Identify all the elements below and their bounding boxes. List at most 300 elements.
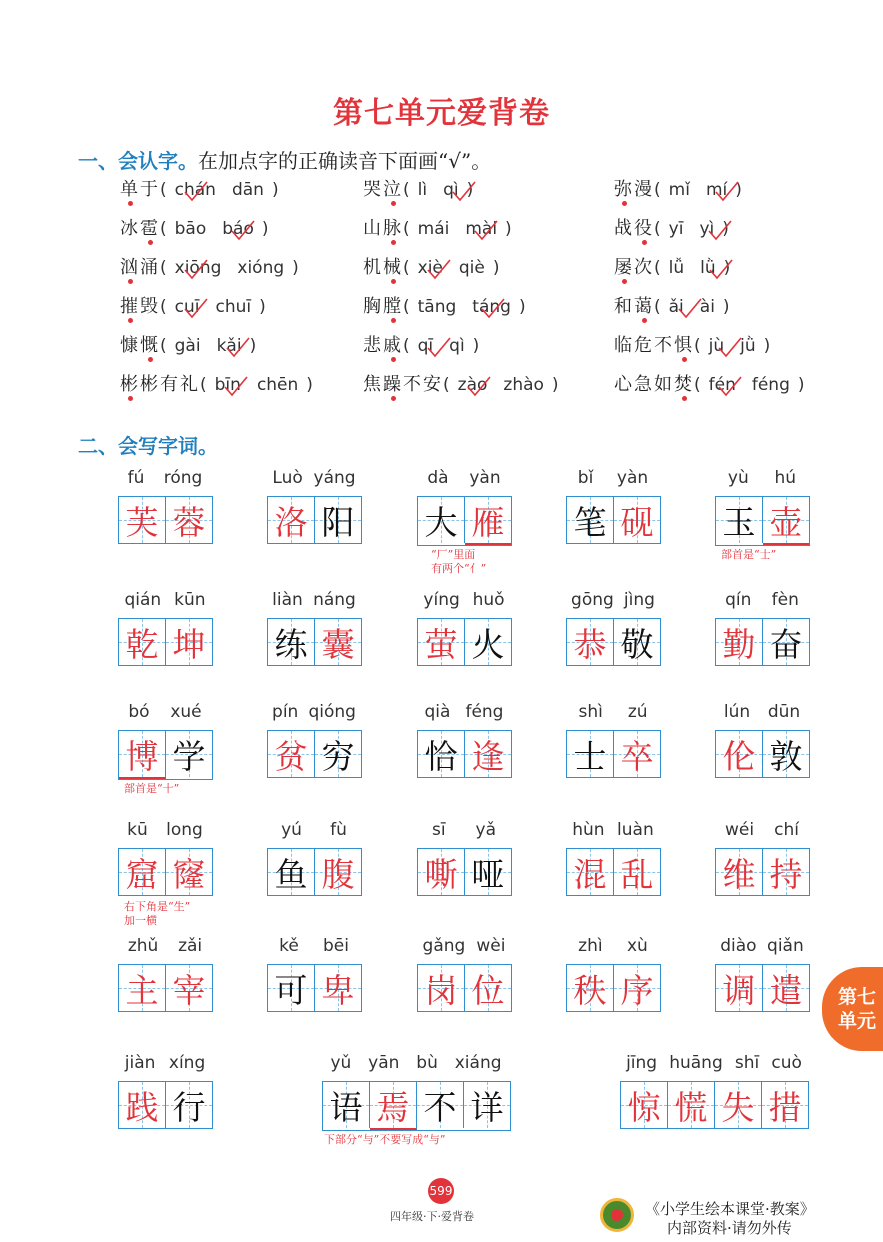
word-character: 慷 xyxy=(120,335,140,356)
pinyin-syllable: fèn xyxy=(771,590,799,610)
character-box-row xyxy=(566,730,661,778)
character-box-row xyxy=(417,730,512,778)
highlighted-character: 腹 xyxy=(321,854,355,894)
pinyin-line xyxy=(715,702,809,726)
pinyin-line xyxy=(417,936,511,960)
pinyin-option: mài xyxy=(465,219,497,239)
character-cell xyxy=(268,497,315,543)
check-mark-icon xyxy=(466,375,492,397)
character-cell xyxy=(418,731,465,777)
reading-options xyxy=(403,180,473,200)
reading-item xyxy=(120,370,313,396)
character-cell xyxy=(119,849,166,895)
highlighted-character: 乾 xyxy=(125,624,159,664)
highlighted-character: 失 xyxy=(721,1087,755,1127)
pinyin-line xyxy=(118,702,212,726)
highlighted-character: 秩 xyxy=(573,970,607,1010)
pinyin-syllable: xiáng xyxy=(454,1053,502,1073)
writing-hint-note xyxy=(124,782,179,796)
check-mark-icon xyxy=(426,336,452,358)
reading-options xyxy=(200,375,313,395)
paren-close: ) xyxy=(518,297,526,317)
pinyin-syllable: qiǎn xyxy=(767,936,804,956)
character-cell xyxy=(166,1082,212,1128)
pinyin-line xyxy=(566,820,660,844)
pinyin-syllable: fù xyxy=(330,820,347,840)
check-mark-icon xyxy=(677,297,703,319)
pinyin-syllable: yǔ xyxy=(330,1053,352,1073)
grade-label: 四年级·下·爱背卷 xyxy=(390,1210,474,1223)
highlighted-character: 措 xyxy=(768,1087,802,1127)
character: 行 xyxy=(172,1087,206,1127)
pinyin-syllable: bó xyxy=(128,702,150,722)
character-cell xyxy=(268,965,315,1011)
reading-item xyxy=(120,214,269,240)
highlighted-character: 岗 xyxy=(424,970,458,1010)
character: 语 xyxy=(329,1087,363,1127)
reading-item xyxy=(363,370,559,396)
reading-item xyxy=(614,331,770,357)
reading-item xyxy=(363,253,500,279)
pinyin-option: bāo xyxy=(174,219,207,239)
reading-word xyxy=(120,335,160,356)
page-number: 599 xyxy=(428,1178,454,1204)
word-character: 急 xyxy=(634,374,654,395)
reading-word xyxy=(363,374,443,395)
page-title: 第七单元爱背卷 xyxy=(333,96,550,131)
paren-close: ) xyxy=(271,180,279,200)
highlighted-character: 蓉 xyxy=(172,502,206,542)
word-character: 毁 xyxy=(140,296,160,317)
reading-word xyxy=(120,218,160,239)
paren-open: ( xyxy=(160,219,167,239)
character-box-row xyxy=(322,1081,511,1131)
pinyin-option: dān xyxy=(231,180,264,200)
character: 笔 xyxy=(573,502,607,542)
pinyin-line xyxy=(417,702,511,726)
highlighted-character: 焉 xyxy=(376,1087,410,1127)
check-mark-icon xyxy=(183,258,209,280)
pinyin-line xyxy=(267,820,361,844)
word-character: 不 xyxy=(654,335,674,356)
paren-open: ( xyxy=(403,297,410,317)
pinyin-syllable: shī xyxy=(734,1053,760,1073)
pinyin-option: chēn xyxy=(256,375,299,395)
pinyin-syllable: zhì xyxy=(578,936,603,956)
paren-open: ( xyxy=(160,180,167,200)
character-cell xyxy=(614,849,660,895)
pinyin-line xyxy=(620,1053,808,1077)
pinyin-syllable: jiàn xyxy=(124,1053,156,1073)
highlighted-character: 惊 xyxy=(627,1087,661,1127)
character-box-row xyxy=(118,730,213,780)
reading-word xyxy=(614,296,654,317)
reading-options xyxy=(654,258,730,278)
dotted-character: 慨 xyxy=(140,335,160,356)
paren-close: ) xyxy=(722,219,729,239)
pinyin-line xyxy=(566,702,660,726)
highlighted-character: 坤 xyxy=(172,624,206,664)
pinyin-line xyxy=(267,702,361,726)
pinyin-syllable: qióng xyxy=(308,702,356,722)
character-cell xyxy=(464,1082,510,1128)
reading-word xyxy=(614,218,654,239)
pinyin-line xyxy=(267,468,361,492)
pinyin-syllable: yān xyxy=(368,1053,400,1073)
pinyin-line xyxy=(566,590,660,614)
reading-word xyxy=(120,179,160,200)
reading-item xyxy=(363,292,526,318)
pinyin-syllable: fú xyxy=(127,468,145,488)
reading-item xyxy=(614,370,805,396)
check-mark-icon xyxy=(230,219,256,241)
reading-word xyxy=(363,296,403,317)
pinyin-syllable: zú xyxy=(627,702,648,722)
paren-close: ) xyxy=(797,375,805,395)
character-cell xyxy=(418,849,465,895)
character-box-row xyxy=(566,848,661,896)
pinyin-line xyxy=(118,468,212,492)
character: 玉 xyxy=(722,502,756,542)
dotted-character: 摧 xyxy=(120,296,140,317)
highlighted-character: 乱 xyxy=(620,854,654,894)
paren-close: ) xyxy=(735,180,742,200)
pinyin-option: ài xyxy=(699,297,715,317)
character-cell xyxy=(315,965,361,1011)
character-box-row xyxy=(620,1081,809,1129)
section-2-heading xyxy=(78,430,218,459)
hint-line: 加一横 xyxy=(124,914,157,927)
character-cell xyxy=(614,497,660,543)
paren-open: ( xyxy=(654,258,661,278)
pinyin-line xyxy=(715,468,809,492)
character: 恰 xyxy=(424,736,458,776)
publisher-logo-icon xyxy=(600,1198,634,1232)
check-mark-icon xyxy=(480,297,506,319)
dotted-character: 役 xyxy=(634,218,654,239)
pinyin-syllable: long xyxy=(166,820,203,840)
word-character: 次 xyxy=(634,257,654,278)
dotted-character: 膛 xyxy=(383,296,403,317)
pinyin-syllable: yáng xyxy=(313,468,356,488)
pinyin-option: yì xyxy=(699,219,714,239)
word-character: 冰 xyxy=(120,218,140,239)
character-cell xyxy=(119,497,166,543)
highlighted-character: 慌 xyxy=(674,1087,708,1127)
character: 敦 xyxy=(769,736,803,776)
pinyin-option: cuī xyxy=(175,297,200,317)
paren-close: ) xyxy=(292,258,299,278)
pinyin-option: mái xyxy=(417,219,450,239)
dotted-character: 彬 xyxy=(120,374,140,395)
reading-options xyxy=(443,375,559,395)
pinyin-syllable: kě xyxy=(279,936,299,956)
word-character: 和 xyxy=(614,296,634,317)
paren-open: ( xyxy=(654,219,661,239)
character-cell xyxy=(762,1082,808,1128)
pinyin-syllable: gǎng xyxy=(422,936,466,956)
highlighted-character: 勤 xyxy=(722,624,756,664)
writing-hint-note xyxy=(721,548,776,562)
character: 士 xyxy=(573,736,607,776)
dotted-character: 弥 xyxy=(614,179,634,200)
pinyin-line xyxy=(267,590,361,614)
reading-item xyxy=(614,253,730,279)
pinyin-option: féng xyxy=(751,375,790,395)
reading-item xyxy=(614,175,742,201)
pinyin-syllable: cuò xyxy=(771,1053,802,1073)
pinyin-line xyxy=(417,468,511,492)
reading-item xyxy=(363,175,473,201)
pinyin-syllable: yíng xyxy=(423,590,460,610)
character-box-row xyxy=(267,618,362,666)
dotted-character: 雹 xyxy=(140,218,160,239)
pinyin-syllable: sī xyxy=(431,820,446,840)
character-cell xyxy=(716,849,763,895)
character-cell xyxy=(716,731,763,777)
character-cell xyxy=(567,965,614,1011)
section-2-number: 二、 xyxy=(78,434,118,458)
reading-word xyxy=(363,179,403,200)
pinyin-option: báo xyxy=(222,219,254,239)
paren-close: ) xyxy=(505,219,512,239)
character-cell xyxy=(119,1082,166,1128)
highlighted-character: 囊 xyxy=(321,624,355,664)
pinyin-syllable: yú xyxy=(281,820,302,840)
pinyin-option: zào xyxy=(458,375,488,395)
character-cell xyxy=(166,731,212,777)
pinyin-syllable: yàn xyxy=(616,468,649,488)
character-cell xyxy=(418,497,465,543)
reading-word xyxy=(120,374,200,395)
character-cell xyxy=(567,849,614,895)
paren-close: ) xyxy=(466,180,474,200)
reading-word xyxy=(614,335,694,356)
pinyin-option: xiè xyxy=(418,258,443,278)
paren-open: ( xyxy=(403,219,410,239)
word-character: 山 xyxy=(363,218,383,239)
hint-line: 右下角是“生” xyxy=(124,900,191,913)
reading-item xyxy=(614,292,730,318)
reading-item xyxy=(614,214,729,240)
highlighted-character: 窿 xyxy=(172,854,206,894)
reading-options xyxy=(160,336,256,356)
character-cell xyxy=(716,619,763,665)
paren-open: ( xyxy=(443,375,450,395)
paren-open: ( xyxy=(200,375,207,395)
pinyin-option: jù xyxy=(709,336,725,356)
paren-open: ( xyxy=(403,180,410,200)
highlighted-character: 嘶 xyxy=(424,854,458,894)
highlighted-character: 卑 xyxy=(321,970,355,1010)
word-character: 胸 xyxy=(363,296,383,317)
highlighted-character: 调 xyxy=(722,970,756,1010)
pinyin-option: qì xyxy=(449,336,465,356)
pinyin-line xyxy=(566,468,660,492)
reading-options xyxy=(694,375,805,395)
character-cell xyxy=(715,1082,762,1128)
word-character: 悲 xyxy=(363,335,383,356)
paren-open: ( xyxy=(403,258,410,278)
pinyin-option: bīn xyxy=(215,375,241,395)
pinyin-syllable: róng xyxy=(163,468,203,488)
pinyin-syllable: hùn xyxy=(572,820,605,840)
pinyin-option: ǎi xyxy=(669,297,684,317)
character: 学 xyxy=(172,736,206,776)
character-cell xyxy=(465,619,511,665)
character-cell xyxy=(763,619,809,665)
character-cell xyxy=(418,965,465,1011)
pinyin-syllable: zǎi xyxy=(178,936,203,956)
check-mark-icon xyxy=(473,219,499,241)
paren-close: ) xyxy=(261,219,269,239)
paren-open: ( xyxy=(654,180,661,200)
pinyin-syllable: kū xyxy=(127,820,148,840)
unit-tab-line1: 第七 xyxy=(837,986,876,1008)
reading-options xyxy=(654,180,742,200)
pinyin-syllable: wèi xyxy=(476,936,506,956)
paren-close: ) xyxy=(722,297,730,317)
highlighted-character: 芙 xyxy=(125,502,159,542)
pinyin-line xyxy=(322,1053,510,1077)
reading-options xyxy=(654,297,730,317)
character-cell xyxy=(119,619,166,665)
reading-word xyxy=(363,257,403,278)
dotted-character: 泣 xyxy=(383,179,403,200)
pinyin-line xyxy=(715,590,809,614)
character-cell xyxy=(763,965,809,1011)
pinyin-line xyxy=(566,936,660,960)
check-mark-icon xyxy=(451,180,477,202)
check-mark-icon xyxy=(707,219,733,241)
pinyin-syllable: náng xyxy=(313,590,356,610)
highlighted-character: 萤 xyxy=(424,624,458,664)
highlighted-character: 贫 xyxy=(274,736,308,776)
pinyin-syllable: shì xyxy=(578,702,603,722)
character-cell xyxy=(621,1082,668,1128)
highlighted-character: 洛 xyxy=(274,502,308,542)
reading-word xyxy=(363,218,403,239)
character-box-row xyxy=(566,496,661,544)
character: 奋 xyxy=(769,624,803,664)
character-cell xyxy=(268,849,315,895)
word-character: 彬 xyxy=(140,374,160,395)
paren-close: ) xyxy=(492,258,500,278)
pinyin-option: tāng xyxy=(417,297,457,317)
character-cell xyxy=(166,965,212,1011)
pinyin-option: qiè xyxy=(458,258,485,278)
unit-tab xyxy=(822,967,883,1051)
character: 练 xyxy=(274,624,308,664)
pinyin-syllable: Luò xyxy=(272,468,303,488)
word-character: 安 xyxy=(423,374,443,395)
character-box-row xyxy=(267,496,362,544)
paren-open: ( xyxy=(694,375,701,395)
character-cell xyxy=(417,1082,464,1128)
pinyin-syllable: luàn xyxy=(617,820,654,840)
character-box-row xyxy=(417,618,512,666)
pinyin-line xyxy=(417,820,511,844)
reading-options xyxy=(403,258,500,278)
character-cell xyxy=(166,849,212,895)
pinyin-syllable: diào xyxy=(720,936,757,956)
paren-close: ) xyxy=(723,258,731,278)
reading-options xyxy=(160,297,266,317)
character-cell xyxy=(119,965,166,1011)
pinyin-syllable: xíng xyxy=(168,1053,206,1073)
dotted-character: 蔼 xyxy=(634,296,654,317)
hint-line: 部首是“十” xyxy=(124,782,180,795)
character-cell xyxy=(614,619,660,665)
reading-item xyxy=(120,331,256,357)
paren-close: ) xyxy=(551,375,559,395)
pinyin-syllable: qín xyxy=(725,590,752,610)
pinyin-syllable: xù xyxy=(626,936,648,956)
pinyin-syllable: qián xyxy=(124,590,162,610)
highlighted-character: 逢 xyxy=(471,736,505,776)
footer-notice: 内部资料·请勿外传 xyxy=(667,1219,792,1237)
character-cell xyxy=(119,731,166,779)
character-cell xyxy=(763,849,809,895)
paren-open: ( xyxy=(160,258,167,278)
pinyin-syllable: yàn xyxy=(469,468,501,488)
character-box-row xyxy=(715,496,810,546)
highlighted-character: 伦 xyxy=(722,736,756,776)
dotted-character: 械 xyxy=(383,257,403,278)
character-box-row xyxy=(566,964,661,1012)
character-box-row xyxy=(417,964,512,1012)
word-character: 危 xyxy=(634,335,654,356)
pinyin-option: qì xyxy=(443,180,459,200)
character-box-row xyxy=(715,964,810,1012)
check-mark-icon xyxy=(183,297,209,319)
highlighted-character: 宰 xyxy=(172,970,206,1010)
character-cell xyxy=(315,497,361,543)
pinyin-line xyxy=(715,936,809,960)
pinyin-option: lì xyxy=(417,180,428,200)
character-box-row xyxy=(267,964,362,1012)
highlighted-character: 恭 xyxy=(573,624,607,664)
paren-open: ( xyxy=(694,336,701,356)
character: 可 xyxy=(274,970,308,1010)
pinyin-syllable: xué xyxy=(170,702,202,722)
reading-word xyxy=(614,374,694,395)
highlighted-character: 混 xyxy=(573,854,607,894)
pinyin-option: gài xyxy=(174,336,201,356)
writing-hint-note xyxy=(324,1133,446,1147)
reading-item xyxy=(363,331,479,357)
character-cell xyxy=(370,1082,417,1130)
reading-options xyxy=(160,180,279,200)
highlighted-character: 博 xyxy=(125,736,159,776)
pinyin-syllable: huāng xyxy=(669,1053,723,1073)
character-cell xyxy=(268,619,315,665)
section-2-title: 会写字词。 xyxy=(118,434,218,458)
dotted-character: 戚 xyxy=(383,335,403,356)
check-mark-icon xyxy=(183,180,209,202)
character: 详 xyxy=(470,1087,504,1127)
pinyin-option: mǐ xyxy=(668,180,690,200)
pinyin-option: kǎi xyxy=(217,336,242,356)
dotted-character: 屡 xyxy=(614,257,634,278)
highlighted-character: 位 xyxy=(471,970,505,1010)
dotted-character: 焚 xyxy=(674,374,694,395)
highlighted-character: 窟 xyxy=(125,854,159,894)
highlighted-character: 卒 xyxy=(620,736,654,776)
character-cell xyxy=(567,497,614,543)
pinyin-syllable: huǒ xyxy=(472,590,505,610)
pinyin-syllable: gōng xyxy=(571,590,614,610)
